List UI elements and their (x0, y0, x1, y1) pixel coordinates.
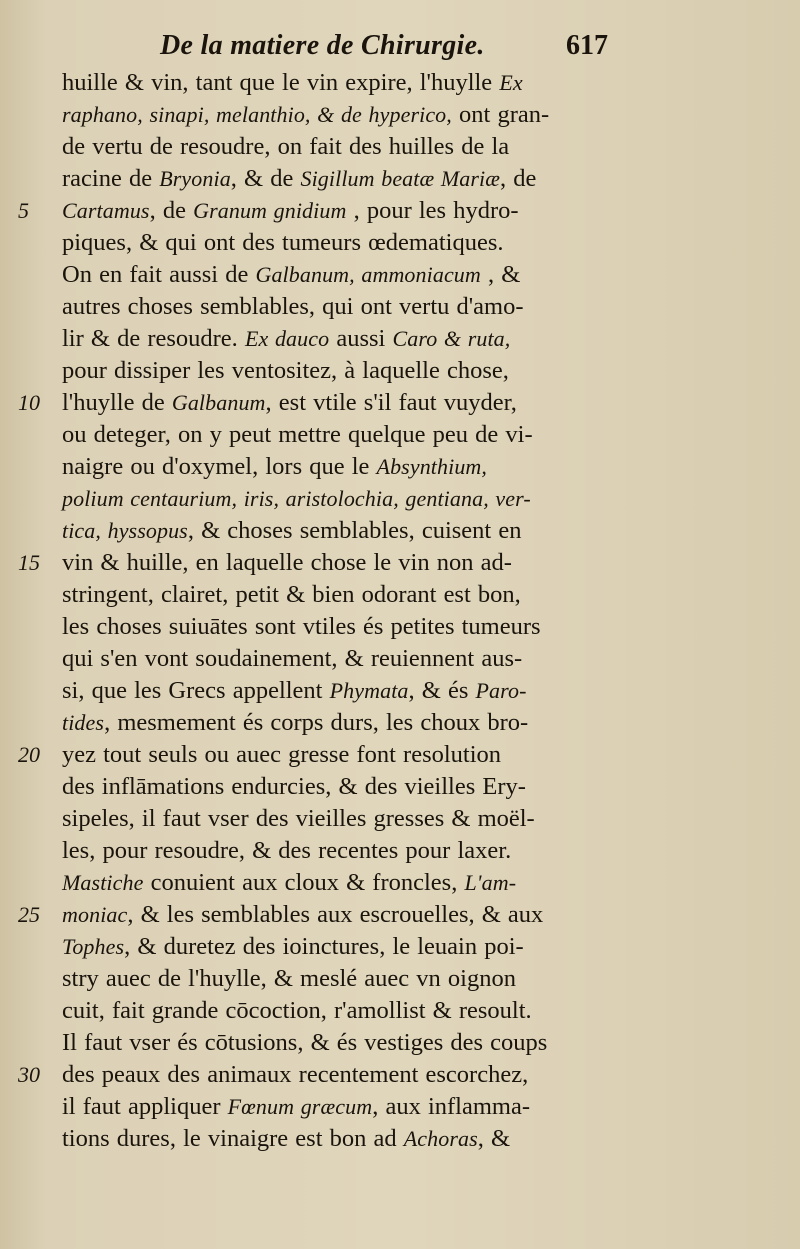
text-line (0, 579, 800, 611)
latin-term: Galbanum (171, 390, 266, 415)
latin-term: Ex (499, 70, 523, 95)
line-content (62, 355, 509, 387)
line-content (62, 931, 524, 963)
line-number: 30 (18, 1062, 40, 1087)
text-line (0, 355, 800, 387)
line-content (62, 1027, 547, 1059)
text-line (0, 451, 800, 483)
text-line (0, 675, 800, 707)
line-content (62, 387, 517, 419)
page-number: 617 (566, 30, 608, 61)
latin-term: Tophes (62, 934, 125, 959)
line-content (62, 771, 526, 803)
text-line (0, 771, 800, 803)
line-content (62, 611, 541, 643)
latin-term: L'am- (464, 870, 517, 895)
line-content (62, 227, 504, 259)
text-line (0, 1027, 800, 1059)
line-content (62, 707, 528, 739)
text-line (0, 707, 800, 739)
text-line (0, 227, 800, 259)
line-content (62, 451, 487, 483)
line-content (62, 867, 516, 899)
line-content (62, 899, 543, 931)
text-line (0, 1123, 800, 1155)
latin-term: Ex dauco (244, 326, 330, 351)
text-line (0, 163, 800, 195)
latin-term: tica, hyssopus (62, 518, 188, 543)
text-segment: les choses suiuātes sont vtiles és petites tumeurs (62, 613, 541, 640)
text-line (0, 131, 800, 163)
text-line (0, 995, 800, 1027)
latin-term: Granum gnidium (193, 198, 347, 223)
line-number: 20 (18, 742, 40, 767)
latin-term: Fœnum græcum (227, 1094, 373, 1119)
text-segment: si, que les Grecs appellent (62, 677, 330, 704)
text-line (0, 1059, 800, 1091)
text-segment: ont gran- (451, 101, 550, 128)
text-line (0, 963, 800, 995)
line-content (62, 643, 522, 675)
text-segment: , mesmement és corps durs, les choux bro- (104, 709, 529, 736)
latin-term: raphano, sinapi, melanthio, & de hyperico, (62, 102, 452, 127)
line-content (62, 675, 527, 707)
latin-term: Cartamus (62, 198, 150, 223)
line-number: 25 (18, 902, 40, 927)
text-line (0, 931, 800, 963)
text-segment: des peaux des animaux recentement escorchez, (62, 1061, 529, 1088)
text-segment: On en fait aussi de (62, 261, 256, 288)
text-line (0, 643, 800, 675)
text-segment: l'huylle de (62, 389, 172, 416)
latin-term: Galbanum, ammoniacum (255, 262, 481, 287)
text-segment: les, pour resoudre, & des recentes pour laxer. (62, 837, 512, 864)
latin-term: Sigillum beatæ Mariæ (300, 166, 501, 191)
running-title: De la matiere de Chirurgie. (160, 30, 485, 61)
line-content (62, 131, 509, 163)
text-segment: , & duretez des ioinctures, le leuain poi- (124, 933, 524, 960)
text-segment: conuient aux cloux & froncles, (143, 869, 465, 896)
text-segment: de vertu de resoudre, on fait des huilles de la (62, 133, 510, 160)
text-segment: yez tout seuls ou auec gresse font resolution (62, 741, 502, 768)
text-line (0, 259, 800, 291)
text-line (0, 835, 800, 867)
text-segment: , & és (408, 677, 476, 704)
line-content (62, 547, 512, 579)
text-segment: , de (149, 197, 194, 224)
text-segment: piques, & qui ont des tumeurs œdematiques. (62, 229, 504, 256)
text-segment: autres choses semblables, qui ont vertu d'amo- (62, 293, 524, 320)
line-content (62, 739, 501, 771)
line-content (62, 419, 533, 451)
latin-term: polium centaurium, iris, aristolochia, gentiana, ver- (62, 486, 531, 511)
text-segment: , est vtile s'il faut vuyder, (265, 389, 517, 416)
line-content (62, 195, 519, 227)
line-content (62, 483, 531, 515)
line-content (62, 1091, 530, 1123)
latin-term: tides (62, 710, 105, 735)
line-content (62, 835, 511, 867)
line-content (62, 803, 535, 835)
line-number: 5 (18, 198, 29, 223)
latin-term: Paro- (475, 678, 527, 703)
text-line (0, 899, 800, 931)
latin-term: Caro & ruta, (392, 326, 511, 351)
line-content (62, 163, 536, 195)
text-line (0, 867, 800, 899)
line-content (62, 323, 510, 355)
text-line (0, 99, 800, 131)
line-content (62, 995, 532, 1027)
text-line (0, 739, 800, 771)
latin-term: Mastiche (62, 870, 144, 895)
text-line (0, 1091, 800, 1123)
text-segment: pour dissiper les ventositez, à laquelle chose, (62, 357, 509, 384)
text-line (0, 483, 800, 515)
text-segment: ou deteger, on y peut mettre quelque peu de vi- (62, 421, 533, 448)
text-segment: sipeles, il faut vser des vieilles gresses & moël- (62, 805, 535, 832)
text-line (0, 291, 800, 323)
text-segment: vin & huille, en laquelle chose le vin non ad- (62, 549, 512, 576)
text-segment: Il faut vser és cōtusions, & és vestiges des coups (62, 1029, 548, 1056)
text-line (0, 387, 800, 419)
text-segment: , & (480, 261, 521, 288)
line-content (62, 1059, 528, 1091)
text-segment: qui s'en vont soudainement, & reuiennent aus- (62, 645, 523, 672)
latin-term: Absynthium, (376, 454, 488, 479)
text-segment: , & les semblables aux escrouelles, & aux (127, 901, 544, 928)
text-segment: racine de (62, 165, 160, 192)
latin-term: Phymata (329, 678, 409, 703)
text-segment: aussi (329, 325, 393, 352)
text-segment: lir & de resoudre. (62, 325, 245, 352)
text-segment: , & choses semblables, cuisent en (187, 517, 522, 544)
text-segment: , pour les hydro- (346, 197, 519, 224)
text-segment: , & (477, 1125, 511, 1152)
text-segment: stry auec de l'huylle, & meslé auec vn oignon (62, 965, 516, 992)
text-segment: naigre ou d'oxymel, lors que le (62, 453, 377, 480)
text-segment: des inflāmations endurcies, & des vieilles Ery- (62, 773, 526, 800)
text-segment: , & de (230, 165, 301, 192)
line-content (62, 579, 521, 611)
line-number: 15 (18, 550, 40, 575)
text-line (0, 67, 800, 99)
latin-term: Achoras (403, 1126, 478, 1151)
text-segment: , de (500, 165, 537, 192)
page-header (0, 30, 800, 70)
line-content (62, 963, 516, 995)
line-content (62, 291, 524, 323)
text-segment: il faut appliquer (62, 1093, 228, 1120)
text-line (0, 195, 800, 227)
text-segment: , aux inflamma- (372, 1093, 530, 1120)
text-line (0, 419, 800, 451)
text-line (0, 547, 800, 579)
text-segment: huille & vin, tant que le vin expire, l'huylle (62, 69, 500, 96)
latin-term: moniac (62, 902, 128, 927)
body-text (0, 67, 800, 1155)
line-content (62, 515, 521, 547)
text-segment: stringent, clairet, petit & bien odorant est bon, (62, 581, 521, 608)
line-content (62, 1123, 510, 1155)
line-number: 10 (18, 390, 40, 415)
text-segment: cuit, fait grande cōcoction, r'amollist & resoult. (62, 997, 532, 1024)
line-content (62, 259, 520, 291)
text-line (0, 515, 800, 547)
text-line (0, 323, 800, 355)
latin-term: Bryonia (159, 166, 231, 191)
text-line (0, 611, 800, 643)
text-line (0, 803, 800, 835)
text-segment: tions dures, le vinaigre est bon ad (62, 1125, 404, 1152)
line-content (62, 99, 549, 131)
line-content (62, 67, 523, 99)
